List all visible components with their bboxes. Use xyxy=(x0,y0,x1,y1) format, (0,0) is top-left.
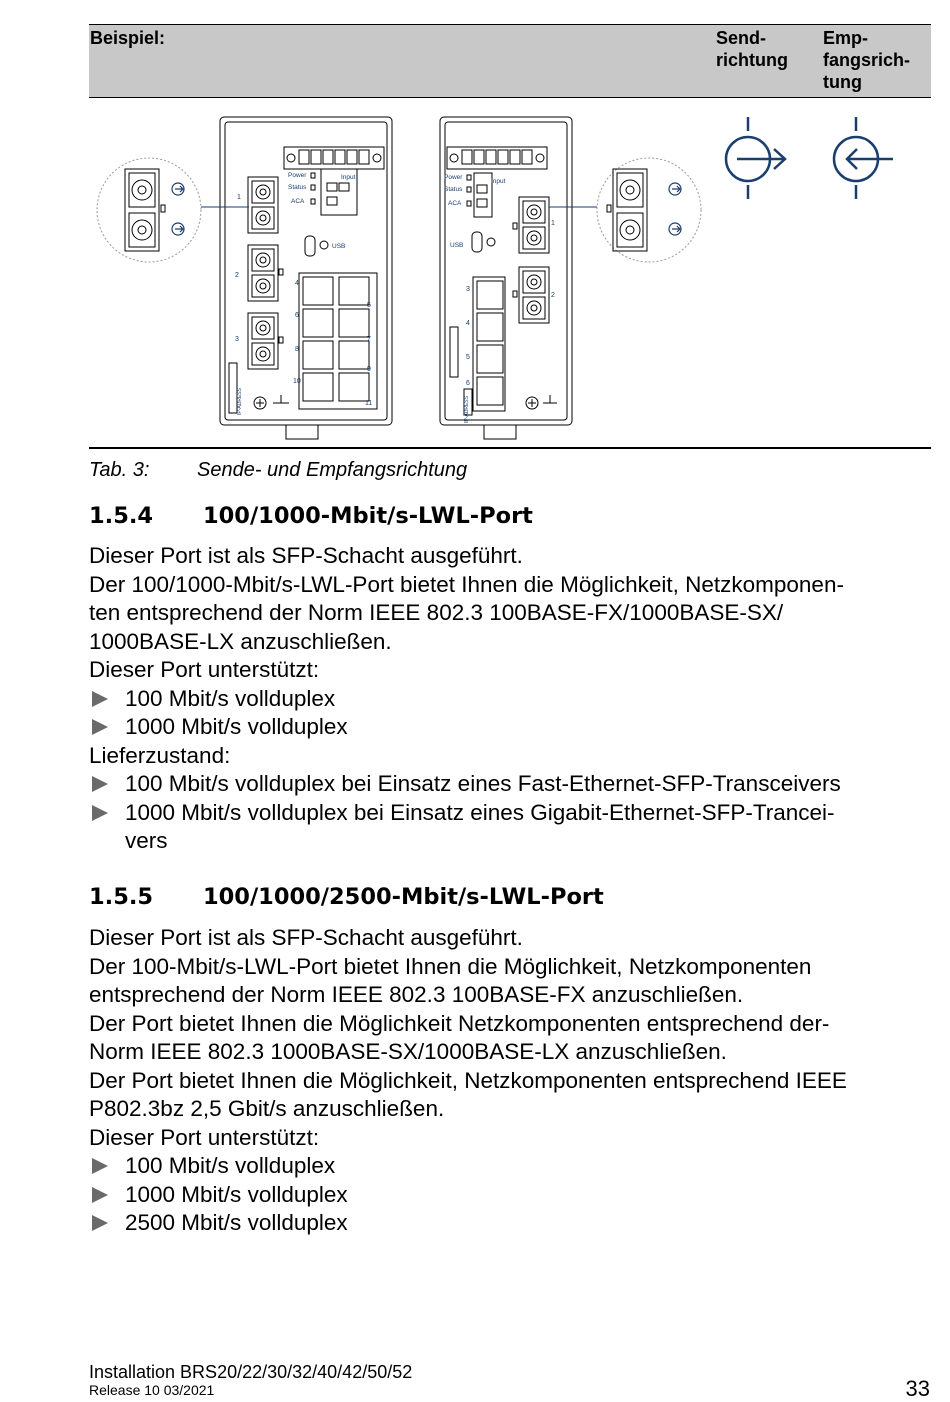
paragraph-line: P802.3bz 2,5 Gbit/s anzuschließen. xyxy=(89,1096,445,1121)
device-illustration xyxy=(89,97,931,447)
port-number-label: 2 xyxy=(235,272,239,279)
list-item-text: 2500 Mbit/s vollduplex xyxy=(125,1210,348,1235)
list-item xyxy=(89,799,934,828)
right-device xyxy=(440,117,572,439)
port-number-label: 1 xyxy=(551,220,555,227)
input-label: Input xyxy=(341,174,356,181)
section-title: 100/1000-Mbit/s-LWL-Port xyxy=(203,503,533,529)
input-label: Input xyxy=(491,178,506,185)
table-caption xyxy=(89,459,467,482)
receive-direction-icon xyxy=(834,117,893,199)
list-item-text: vers xyxy=(125,828,168,853)
paragraph-line: Norm IEEE 802.3 1000BASE-SX/1000BASE-LX anzuschließen. xyxy=(89,1039,727,1064)
column-header-send-line: Send- xyxy=(716,28,767,48)
figure-row xyxy=(89,97,931,449)
bullet-triangle-icon xyxy=(92,1158,108,1174)
bullet-triangle-icon xyxy=(92,1187,108,1203)
usb-label: USB xyxy=(332,243,346,250)
paragraph: Dieser Port unterstützt: xyxy=(89,657,320,682)
paragraph-line: Der 100/1000-Mbit/s-LWL-Port bietet Ihnen die Möglichkeit, Netzkomponen- xyxy=(89,571,844,597)
column-header-empfang xyxy=(823,27,928,93)
list-item xyxy=(89,1209,934,1238)
send-direction-icon xyxy=(726,117,785,199)
paragraph-line: Der Port bietet Ihnen die Möglichkeit, Netzkomponenten entsprechend IEEE xyxy=(89,1067,847,1093)
footer xyxy=(89,1362,412,1398)
port-number-label: 4 xyxy=(295,280,299,287)
list-item-text: 1000 Mbit/s vollduplex xyxy=(125,714,348,739)
column-header-empfang-line: tung xyxy=(823,72,862,92)
column-header-send xyxy=(716,27,816,71)
bullet-triangle-icon xyxy=(92,1215,108,1231)
section-body-154 xyxy=(89,542,934,856)
list-item xyxy=(89,713,934,742)
list-item xyxy=(89,1152,934,1181)
section-number: 1.5.4 xyxy=(89,503,154,529)
footer-release: Release 10 03/2021 xyxy=(89,1382,215,1398)
port-number-label: 5 xyxy=(367,302,371,309)
port-number-label: 3 xyxy=(466,286,470,293)
paragraph-line: ten entsprechend der Norm IEEE 802.3 100BASE-FX/1000BASE-SX/ xyxy=(89,600,784,625)
caption-number: Tab. 3: xyxy=(89,459,150,481)
list-item-text: 100 Mbit/s vollduplex bei Einsatz eines Fast-Ethernet-SFP-Transceivers xyxy=(125,771,841,796)
port-number-label: 6 xyxy=(466,380,470,387)
paragraph: Dieser Port ist als SFP-Schacht ausgeführt. xyxy=(89,925,523,950)
port-number-label: 11 xyxy=(365,400,373,407)
paragraph-line: entsprechend der Norm IEEE 802.3 100BASE-FX anzuschließen. xyxy=(89,982,744,1007)
section-title: 100/1000/2500-Mbit/s-LWL-Port xyxy=(203,884,604,910)
led-label-status: Status xyxy=(444,186,463,193)
bullet-triangle-icon xyxy=(92,776,108,792)
footer-product: Installation BRS20/22/30/32/40/42/50/52 xyxy=(89,1362,413,1382)
led-label-aca: ACA xyxy=(448,200,462,207)
usb-label: USB xyxy=(450,242,464,249)
port-number-label: 6 xyxy=(295,312,299,319)
table-header xyxy=(89,24,931,98)
port-number-label: 7 xyxy=(367,336,371,343)
bullet-triangle-icon xyxy=(92,805,108,821)
bullet-triangle-icon xyxy=(92,691,108,707)
list-item-text: 1000 Mbit/s vollduplex bei Einsatz eines Gigabit-Ethernet-SFP-Trancei- xyxy=(125,799,835,825)
led-label-aca: ACA xyxy=(291,198,305,205)
column-header-beispiel: Beispiel: xyxy=(90,28,166,48)
port-number-label: 3 xyxy=(235,336,239,343)
ip-address-label: IP-ADRESS xyxy=(237,388,243,415)
page-number: 33 xyxy=(905,1376,930,1401)
list-item-text: 1000 Mbit/s vollduplex xyxy=(125,1181,348,1207)
section-body-155 xyxy=(89,924,934,1238)
section-heading-154 xyxy=(89,503,533,529)
led-label-power: Power xyxy=(288,172,307,179)
section-heading-155 xyxy=(89,884,604,910)
paragraph: Dieser Port unterstützt: xyxy=(89,1124,320,1150)
bullet-triangle-icon xyxy=(92,719,108,735)
paragraph: Dieser Port ist als SFP-Schacht ausgeführt. xyxy=(89,543,523,568)
column-header-send-line: richtung xyxy=(716,50,788,70)
section-number: 1.5.5 xyxy=(89,884,154,910)
paragraph-line: Der 100-Mbit/s-LWL-Port bietet Ihnen die Möglichkeit, Netzkomponenten xyxy=(89,953,812,979)
led-label-power: Power xyxy=(444,174,463,181)
list-item xyxy=(89,770,934,799)
port-number-label: 9 xyxy=(367,366,371,373)
paragraph-line: 1000BASE-LX anzuschließen. xyxy=(89,628,392,654)
list-item xyxy=(89,1181,934,1210)
left-device xyxy=(220,117,392,439)
ip-address-label: IP-ADRESS xyxy=(464,396,470,423)
list-item-text: 100 Mbit/s vollduplex xyxy=(125,1153,336,1178)
port-number-label: 1 xyxy=(237,194,241,201)
port-number-label: 10 xyxy=(293,378,301,385)
port-number-label: 8 xyxy=(295,346,299,353)
port-number-label: 2 xyxy=(551,292,555,299)
paragraph-line: Der Port bietet Ihnen die Möglichkeit Netzkomponenten entsprechend der- xyxy=(89,1010,830,1036)
list-item-text: 100 Mbit/s vollduplex xyxy=(125,685,336,711)
list-item-continuation xyxy=(89,827,934,856)
column-header-empfang-line: fangsrich- xyxy=(823,50,911,70)
port-number-label: 5 xyxy=(466,354,470,361)
list-item xyxy=(89,685,934,714)
paragraph: Lieferzustand: xyxy=(89,742,231,768)
caption-text: Sende- und Empfangsrichtung xyxy=(197,459,468,481)
port-number-label: 4 xyxy=(466,320,470,327)
column-header-empfang-line: Emp- xyxy=(823,28,868,48)
led-label-status: Status xyxy=(288,184,307,191)
port-number-labels xyxy=(235,194,555,407)
